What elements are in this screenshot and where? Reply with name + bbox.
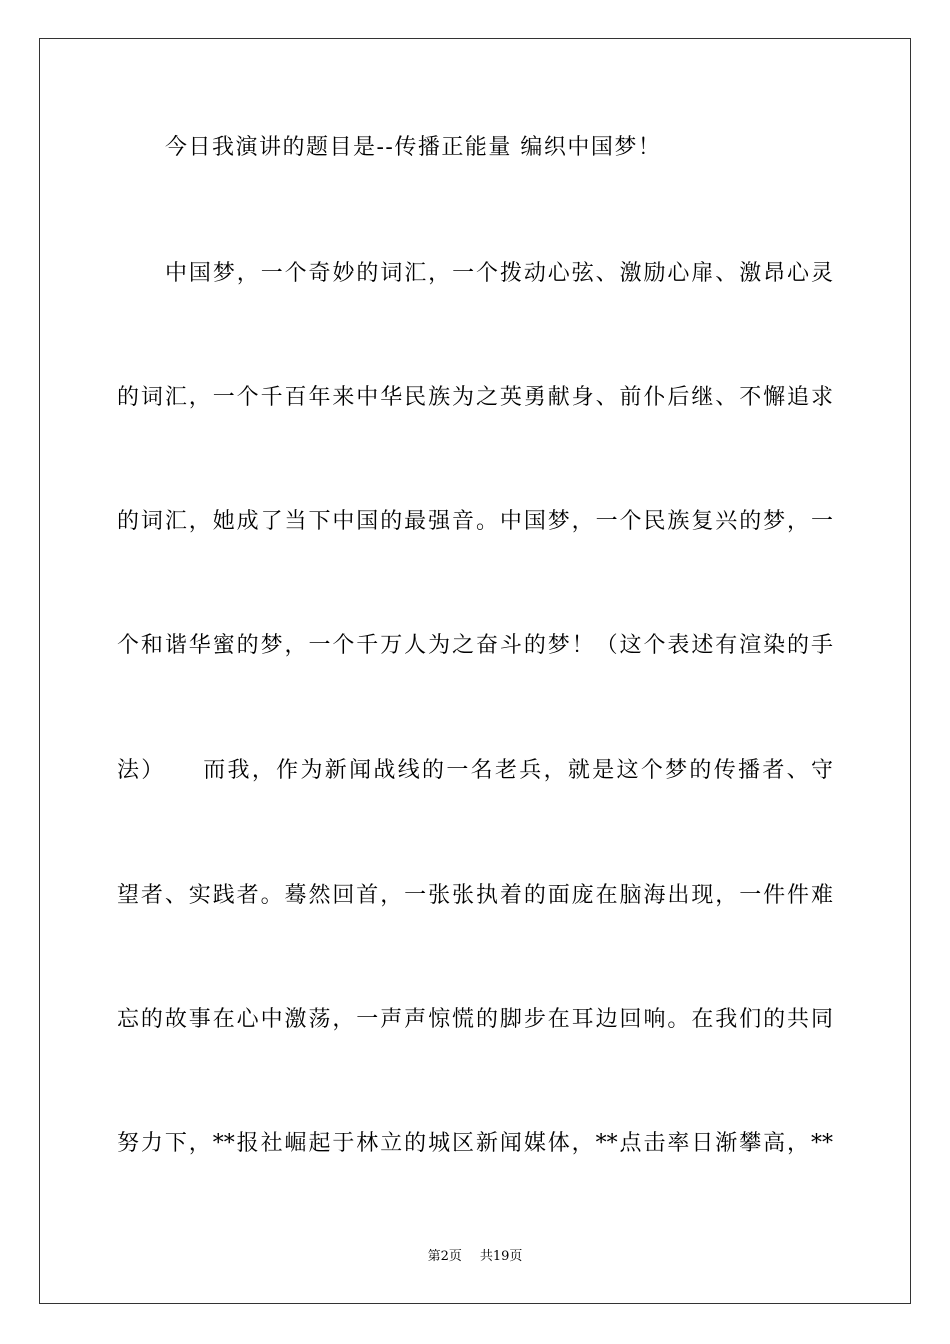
speech-title-line: 今日我演讲的题目是--传播正能量 编织中国梦！ [165,135,662,160]
page-footer [0,1248,950,1266]
page-frame [39,38,911,1304]
page-total: 共19页 [479,1249,523,1264]
paragraph-line-8: 努力下，**报社崛起于林立的城区新闻媒体，**点击率日渐攀高，** [117,1131,833,1156]
paragraph-line-3: 的词汇，她成了当下中国的最强音。中国梦，一个民族复兴的梦，一 [117,509,833,534]
paragraph-line-6: 望者、实践者。蓦然回首，一张张执着的面庞在脑海出现，一件件难 [117,883,833,908]
page-number: 第2页 [427,1249,462,1264]
paragraph-line-4: 个和谐华蜜的梦，一个千万人为之奋斗的梦！（这个表述有渲染的手 [117,633,833,658]
paragraph-line-7: 忘的故事在心中激荡，一声声惊慌的脚步在耳边回响。在我们的共同 [117,1007,833,1032]
paragraph-line-1: 中国梦，一个奇妙的词汇，一个拨动心弦、激励心扉、激昂心灵 [165,261,833,286]
paragraph-line-5: 法） 而我，作为新闻战线的一名老兵，就是这个梦的传播者、守 [117,758,833,783]
paragraph-line-2: 的词汇，一个千百年来中华民族为之英勇献身、前仆后继、不懈追求 [117,385,833,410]
